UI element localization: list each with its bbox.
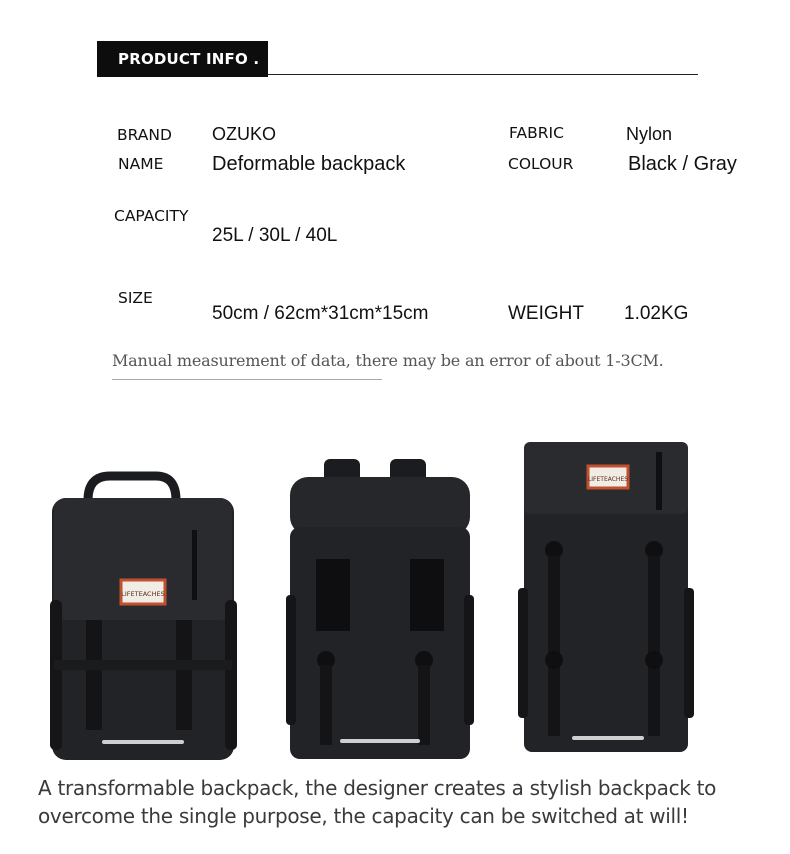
brand-patch-text: LIFETEACHES xyxy=(587,476,629,483)
backpack-rolltop-image xyxy=(276,455,486,770)
name-value: Deformable backpack xyxy=(212,153,406,175)
brand-label: BRAND xyxy=(117,126,172,144)
colour-value: Black / Gray xyxy=(628,153,737,175)
note-underline xyxy=(112,379,382,380)
capacity-label: CAPACITY xyxy=(114,207,189,225)
brand-patch-text: LIFETEACHES xyxy=(121,590,165,598)
caption-line-2: overcome the single purpose, the capacity can be switched at will! xyxy=(38,804,689,828)
capacity-value: 25L / 30L / 40L xyxy=(212,225,338,246)
backpack-expanded-image xyxy=(510,438,700,760)
colour-label: COLOUR xyxy=(508,155,574,173)
measurement-note: Manual measurement of data, there may be an error of about 1-3CM. xyxy=(112,351,664,370)
size-label: SIZE xyxy=(118,289,153,307)
fabric-label: FABRIC xyxy=(509,124,564,142)
fabric-value: Nylon xyxy=(626,124,673,144)
name-label: NAME xyxy=(118,155,164,173)
caption-line-1: A transformable backpack, the designer creates a stylish backpack to xyxy=(38,776,717,800)
size-value: 50cm / 62cm*31cm*15cm xyxy=(212,303,429,324)
product-caption xyxy=(38,774,758,830)
product-info-header: PRODUCT INFO . xyxy=(97,41,268,77)
weight-label: WEIGHT xyxy=(508,303,584,324)
backpack-closed-image xyxy=(36,470,246,770)
brand-value: OZUKO xyxy=(212,124,277,144)
weight-value: 1.02KG xyxy=(624,303,689,324)
header-divider xyxy=(268,74,698,75)
